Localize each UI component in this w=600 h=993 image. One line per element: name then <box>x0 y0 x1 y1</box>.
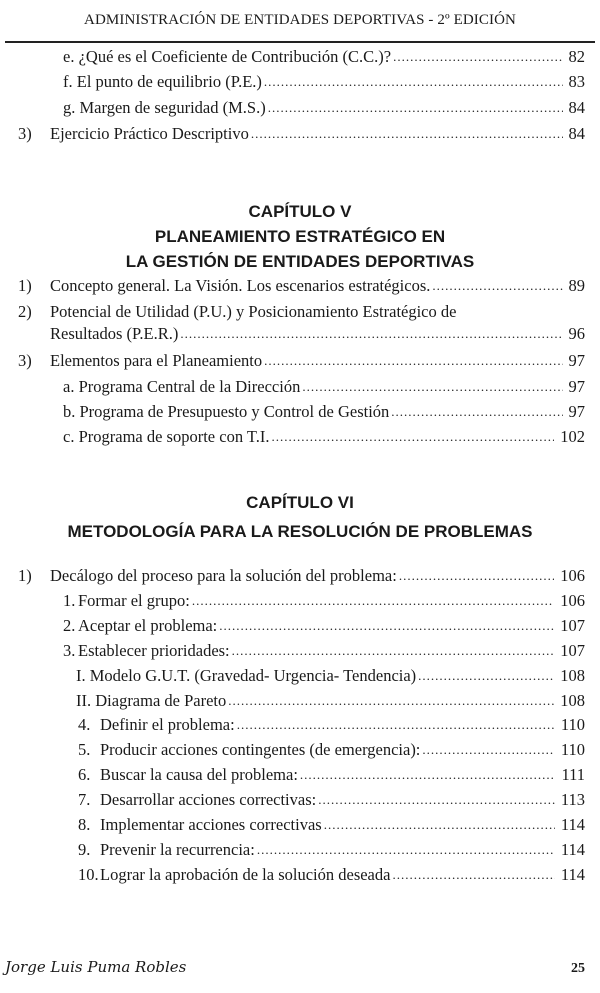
entry-text: Producir acciones contingentes (de emergencia): <box>100 740 421 759</box>
header-rule <box>5 41 595 43</box>
entry-text: Elementos para el Planeamiento <box>50 351 263 370</box>
entry-text: II. Diagrama de Pareto <box>76 691 227 710</box>
dot-leader <box>268 97 563 119</box>
entry-text: g. Margen de seguridad (M.S.) <box>63 98 266 117</box>
entry-leader <box>63 97 585 119</box>
entry-leader <box>76 665 585 687</box>
entry-leader <box>78 590 585 612</box>
entry-number: 5. <box>78 740 91 759</box>
entry-page-number: 97 <box>568 402 585 421</box>
entry-page-number: 97 <box>568 351 585 370</box>
entry-leader <box>50 123 585 145</box>
entry-leader <box>78 615 585 637</box>
entry-number: 3) <box>18 351 32 370</box>
entry-text: Buscar la causa del problema: <box>100 765 298 784</box>
entry-leader <box>50 565 585 587</box>
entry-text: e. ¿Qué es el Coeficiente de Contribución (C.C.)? <box>63 47 392 66</box>
entry-text: f. El punto de equilibrio (P.E.) <box>63 72 262 91</box>
dot-leader <box>392 864 554 886</box>
entry-text: Resultados (P.E.R.) <box>50 324 179 343</box>
toc-entry <box>0 401 600 423</box>
entry-number: 1. <box>63 591 76 610</box>
entry-page-number: 110 <box>560 740 585 759</box>
entry-page-number: 114 <box>560 840 585 859</box>
toc-entry <box>0 350 600 372</box>
entry-page-number: 89 <box>568 276 585 295</box>
entry-leader <box>78 640 585 662</box>
entry-leader <box>100 789 585 811</box>
toc-entry <box>0 739 600 761</box>
entry-text: c. Programa de soporte con T.I. <box>63 427 270 446</box>
dot-leader <box>302 376 562 398</box>
toc-entry <box>0 764 600 786</box>
entry-text: Aceptar el problema: <box>78 616 218 635</box>
entry-text: Potencial de Utilidad (P.U.) y Posicionamiento Estratégico de <box>50 302 457 321</box>
dot-leader <box>272 426 555 448</box>
entry-leader <box>100 864 585 886</box>
entry-leader <box>63 376 585 398</box>
toc-entry <box>0 426 600 448</box>
entry-text: Ejercicio Práctico Descriptivo <box>50 124 249 143</box>
entry-leader <box>100 714 585 736</box>
toc-entry <box>0 97 600 119</box>
entry-page-number: 113 <box>560 790 585 809</box>
toc-entry <box>0 275 600 297</box>
entry-number: 2. <box>63 616 76 635</box>
toc-entry <box>0 789 600 811</box>
dot-leader <box>228 690 554 712</box>
entry-leader <box>50 350 585 372</box>
dot-leader <box>432 275 562 297</box>
entry-page-number: 84 <box>568 98 585 117</box>
entry-leader <box>50 275 585 297</box>
entry-number: 4. <box>78 715 91 734</box>
entry-text: Definir el problema: <box>100 715 235 734</box>
toc-entry <box>0 814 600 836</box>
entry-text: Lograr la aprobación de la solución deseada <box>100 865 391 884</box>
entry-text: I. Modelo G.U.T. (Gravedad- Urgencia- Tendencia) <box>76 666 417 685</box>
entry-number: 1) <box>18 276 32 295</box>
entry-page-number: 106 <box>560 566 585 585</box>
chapter-5-title: CAPÍTULO V <box>248 202 352 221</box>
chapter-5-subtitle: LA GESTIÓN DE ENTIDADES DEPORTIVAS <box>125 252 475 271</box>
footer-author: Jorge Luis Puma Robles <box>5 958 187 976</box>
toc-entry <box>0 123 600 145</box>
dot-leader <box>219 615 554 637</box>
entry-page-number: 114 <box>560 815 585 834</box>
running-header: ADMINISTRACIÓN DE ENTIDADES DEPORTIVAS - 2º EDICIÓN <box>84 12 516 28</box>
entry-page-number: 108 <box>560 666 585 685</box>
entry-number: 6. <box>78 765 91 784</box>
toc-entry <box>0 590 600 612</box>
entry-page-number: 106 <box>560 591 585 610</box>
entry-leader <box>100 739 585 761</box>
entry-number: 7. <box>78 790 91 809</box>
entry-leader <box>76 690 585 712</box>
dot-leader <box>399 565 554 587</box>
dot-leader <box>192 590 554 612</box>
dot-leader <box>418 665 554 687</box>
toc-entry <box>0 323 600 345</box>
page-number: 25 <box>571 961 585 976</box>
dot-leader <box>324 814 555 836</box>
chapter-6-subtitle: METODOLOGÍA PARA LA RESOLUCIÓN DE PROBLEMAS <box>67 522 533 541</box>
entry-leader <box>63 46 585 68</box>
entry-text: Concepto general. La Visión. Los escenarios estratégicos. <box>50 276 431 295</box>
dot-leader <box>393 46 562 68</box>
entry-text: Desarrollar acciones correctivas: <box>100 790 317 809</box>
entry-leader <box>63 426 585 448</box>
chapter-5-subtitle: PLANEAMIENTO ESTRATÉGICO EN <box>154 227 446 246</box>
toc-entry <box>0 665 600 687</box>
entry-number: 3) <box>18 124 32 143</box>
dot-leader <box>318 789 555 811</box>
dot-leader <box>300 764 556 786</box>
dot-leader <box>232 640 555 662</box>
entry-number: 2) <box>18 302 32 321</box>
entry-page-number: 110 <box>560 715 585 734</box>
entry-number: 8. <box>78 815 91 834</box>
toc-entry-line <box>0 301 600 323</box>
entry-page-number: 96 <box>568 324 585 343</box>
entry-page-number: 114 <box>560 865 585 884</box>
dot-leader <box>257 839 555 861</box>
toc-entry <box>0 376 600 398</box>
entry-text: Decálogo del proceso para la solución del problema: <box>50 566 397 585</box>
entry-number: 3. <box>63 641 76 660</box>
toc-entry <box>0 640 600 662</box>
entry-leader <box>100 814 585 836</box>
entry-page-number: 111 <box>561 765 585 784</box>
entry-leader <box>100 839 585 861</box>
entry-page-number: 108 <box>560 691 585 710</box>
dot-leader <box>264 71 563 93</box>
toc-entry <box>0 46 600 68</box>
entry-text: Prevenir la recurrencia: <box>100 840 255 859</box>
toc-entry <box>0 71 600 93</box>
entry-text: Establecer prioridades: <box>78 641 230 660</box>
entry-leader <box>100 764 585 786</box>
dot-leader <box>391 401 562 423</box>
entry-page-number: 107 <box>560 616 585 635</box>
entry-leader <box>50 323 585 345</box>
toc-entry <box>0 864 600 886</box>
entry-page-number: 82 <box>568 47 585 66</box>
entry-text: a. Programa Central de la Dirección <box>63 377 301 396</box>
dot-leader <box>251 123 563 145</box>
chapter-6-title: CAPÍTULO VI <box>246 493 354 512</box>
entry-leader <box>63 71 585 93</box>
toc-entry <box>0 714 600 736</box>
entry-page-number: 83 <box>568 72 585 91</box>
toc-entry <box>0 615 600 637</box>
dot-leader <box>180 323 562 345</box>
entry-page-number: 102 <box>560 427 585 446</box>
entry-leader <box>63 401 585 423</box>
entry-text: Implementar acciones correctivas <box>100 815 322 834</box>
dot-leader <box>264 350 562 372</box>
entry-page-number: 84 <box>568 124 585 143</box>
entry-page-number: 107 <box>560 641 585 660</box>
entry-page-number: 97 <box>568 377 585 396</box>
dot-leader <box>422 739 554 761</box>
entry-number: 10. <box>78 865 99 884</box>
toc-entry <box>0 690 600 712</box>
toc-entry <box>0 839 600 861</box>
entry-text: b. Programa de Presupuesto y Control de Gestión <box>63 402 390 421</box>
entry-text: Formar el grupo: <box>78 591 190 610</box>
entry-number: 9. <box>78 840 91 859</box>
entry-number: 1) <box>18 566 32 585</box>
dot-leader <box>237 714 555 736</box>
toc-entry <box>0 565 600 587</box>
